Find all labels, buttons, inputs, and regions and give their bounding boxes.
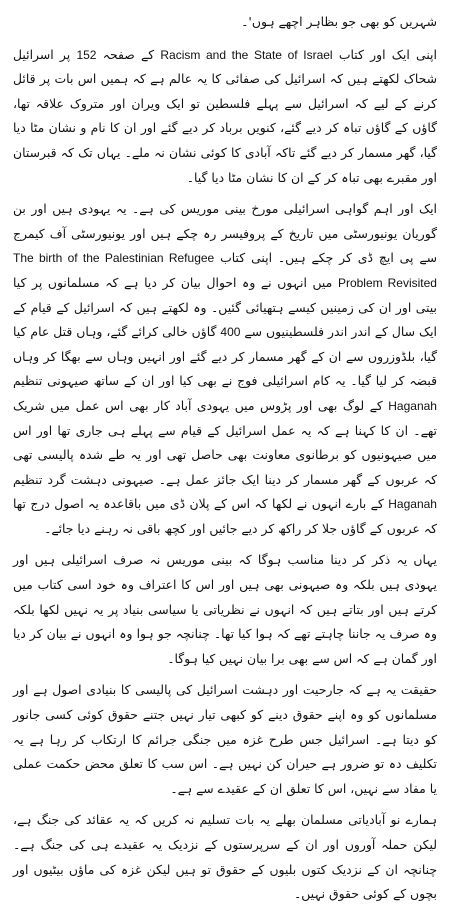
paragraph-1: اپنی ایک اور کتاب Racism and the State of Israel کے صفحہ 152 پر اسرائیل شحاک لکھتے ہیں کہ اسرائیل کی صفائی کا یہ عالم ہے کہ ہمیں اس بات پر قائل کرنے کے لیے کہ اسرائیل سے پہلے فلسطین تو ایک ویران اور متروک علاقہ تھا، گاؤں کے گاؤں تباہ کر دیے گئے، کنویں برباد کر دیے گئے اور ان کا نام و نشان مٹا دیا گیا، گھر مسمار کر دیے گئے تاکہ آبادی کا کوئی نشان نہ ملے۔ یہاں تک کہ قبرستان اور مقبرے بھی تباہ کر کے ان کا نشان مٹا دیا گیا۔: [13, 46, 437, 185]
book-title-english: Racism and the State of Israel: [160, 47, 333, 62]
page-number: 152: [76, 47, 97, 62]
book-title-english: The birth of the Palestinian Refugee Problem Revisited: [13, 251, 437, 290]
paragraph-2: ایک اور اہم گواہی اسرائیلی مورخ بینی موریس کی ہے۔ یہ یہودی ہیں اور بن گوریان یونیورسٹی میں تاریخ کے پروفیسر رہ چکے ہیں اور یونیورسٹی آف کیمرج سے پی ایچ ڈی کر چکے ہیں۔ اپنی کتاب The birth of the Palestinian Refugee Problem Revisited میں انہوں نے وہ احوال بیان کر دیا ہے کہ مسلمانوں پر کیا بیتی اور ان کی زمینیں کیسے ہتھیائی گئیں۔ وہ لکھتے ہیں کہ اسرائیل کے قیام کے ایک سال کے اندر اندر فلسطینیوں سے 400 گاؤں خالی کرائے گئے، وہاں قتل عام کیا گیا، بلڈوزروں سے ان کے گھر مسمار کر دیے گئے اور انہیں وہاں سے بھگا کر وہاں قبضہ کر لیا گیا۔ یہ کام اسرائیلی فوج نے بھی کیا اور ان کے ساتھ صیہونی تنظیم Haganah کے لوگ بھی اور پڑوس میں یہودی آباد کار بھی اس عمل میں شریک تھے۔ ان کا کہنا ہے کہ یہ عمل اسرائیل کے قیام سے پہلے ہی جاری تھا اور اس میں صیہونیوں کو برطانوی معاونت بھی حاصل تھی اور یہ طے شدہ پالیسی تھی کہ عربوں کے گھر مسمار کر دینا ایک جائز عمل ہے۔ صیہونی دہشت گرد تنظیم Haganah کے بارے انہوں نے لکھا کہ اس کے پلان ڈی میں باقاعدہ یہ اصول درج تھا کہ عربوں کے گاؤں جلا کر راکھ کر دیے جائیں اور کچھ باقی نہ رہنے دیا جائے۔: [13, 201, 437, 536]
paragraph-4: حقیقت یہ ہے کہ جارحیت اور دہشت اسرائیل کی پالیسی کا بنیادی اصول ہے اور مسلمانوں کو وہ اپنے حقوق دینے کو کبھی تیار نہیں جتنے حقوق کوئی کسی جانور کو دیتا ہے۔ اسرائیل جس طرح غزہ میں جنگی جرائم کا ارتکاب کر رہا ہے یہ تکلیف دہ تو ضرور ہے حیران کن نہیں ہے۔ اس سب کا تعلق محض حکمت عملی یا مفاد سے نہیں، اس کا تعلق ان کے عقیدے سے ہے۔: [13, 682, 437, 796]
opening-line: شہریں کو بھی جو بظاہر اچھے ہوں'۔: [241, 14, 437, 29]
organization-name: Haganah: [388, 497, 437, 512]
article-body: [13, 10, 437, 907]
paragraph-5: ہمارے نو آبادیاتی مسلمان بھلے یہ بات تسلیم نہ کریں کہ یہ عقائد کی جنگ ہے، لیکن حملہ آوروں اور ان کے سرپرستوں کے نزدیک یہ عقیدے ہی کی جنگ ہے۔ چنانچہ ان کے نزدیک کتوں بلیوں کے حقوق تو ہیں لیکن غزہ کی ماؤں بیٹیوں اور بچوں کے کوئی حقوق نہیں۔: [13, 812, 437, 902]
organization-name: Haganah: [388, 398, 437, 413]
village-count: 400: [220, 325, 241, 340]
paragraph-3: یہاں یہ ذکر کر دینا مناسب ہوگا کہ بینی موریس نہ صرف اسرائیلی ہیں اور یہودی ہیں بلکہ وہ صیہونی بھی ہیں اور اس کا اعتراف وہ خود اسی کتاب میں کرتے ہیں اور بتاتے ہیں کہ انہوں نے نظریاتی یا سیاسی بنیاد پر یہ نہیں لکھا بلکہ وہ صرف یہ جاننا چاہتے تھے کہ ہوا کیا تھا۔ چنانچہ جو ہوا وہ انہوں نے بیان کر دیا اور گمان ہے کہ اس سے بھی برا بیان نہیں کیا ہوگا۔: [13, 552, 437, 666]
